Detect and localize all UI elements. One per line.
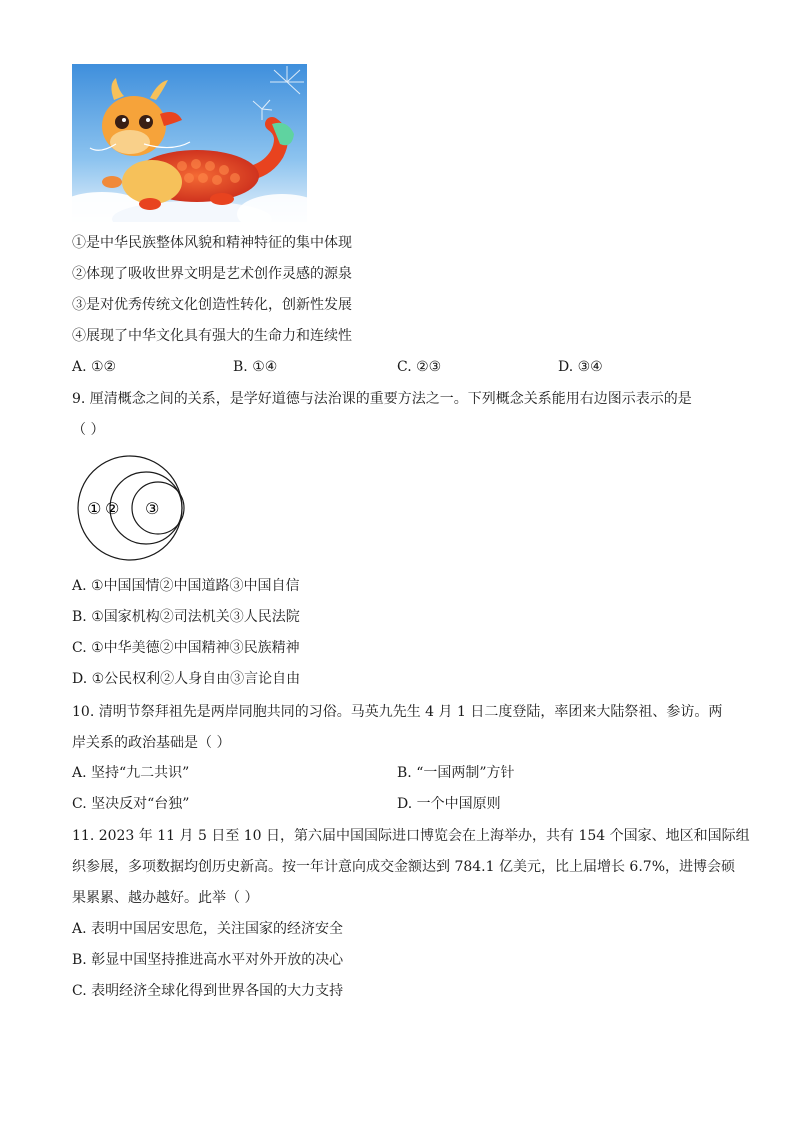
circle-label-3: ③ <box>145 499 160 518</box>
q8-option-b[interactable]: B. ①④ <box>233 359 278 375</box>
q10-option-c[interactable]: C. 坚决反对“台独” <box>72 796 190 812</box>
q8-statement-4: ④展现了中华文化具有强大的生命力和连续性 <box>72 328 352 344</box>
q8-option-d[interactable]: D. ③④ <box>558 359 603 375</box>
nested-circles-diagram <box>72 455 192 561</box>
q11-option-a[interactable]: A. 表明中国居安思危，关注国家的经济安全 <box>72 921 344 937</box>
q9-stem-line-2: （ ） <box>72 422 105 438</box>
q8-statement-1: ①是中华民族整体风貌和精神特征的集中体现 <box>72 235 352 251</box>
q11-stem-line-3: 果累累、越办越好。此举（ ） <box>72 890 259 906</box>
q8-statement-2: ②体现了吸收世界文明是艺术创作灵感的源泉 <box>72 266 352 282</box>
q10-option-a[interactable]: A. 坚持“九二共识” <box>72 765 190 781</box>
q9-stem-line-1: 9. 厘清概念之间的关系，是学好道德与法治课的重要方法之一。下列概念关系能用右边图示表示的是 <box>72 391 692 407</box>
dragon-image <box>72 64 307 222</box>
circle-label-1: ① <box>87 499 102 518</box>
q11-option-b[interactable]: B. 彰显中国坚持推进高水平对外开放的决心 <box>72 952 344 968</box>
q11-option-c[interactable]: C. 表明经济全球化得到世界各国的大力支持 <box>72 983 344 999</box>
q10-option-d[interactable]: D. 一个中国原则 <box>397 796 501 812</box>
q8-option-c[interactable]: C. ②③ <box>397 359 442 375</box>
q10-stem-line-1: 10. 清明节祭拜祖先是两岸同胞共同的习俗。马英九先生 4 月 1 日二度登陆，率团来大陆祭祖、参访。两 <box>72 704 723 720</box>
circle-label-2: ② <box>105 499 120 518</box>
q10-stem-line-2: 岸关系的政治基础是（ ） <box>72 735 231 751</box>
q11-stem-line-1: 11. 2023 年 11 月 5 日至 10 日，第六届中国国际进口博览会在上海举办，共有 154 个国家、地区和国际组 <box>72 828 750 844</box>
q9-option-b[interactable]: B. ①国家机构②司法机关③人民法院 <box>72 609 300 625</box>
q8-option-a[interactable]: A. ①② <box>72 359 117 375</box>
dragon-illustration <box>72 64 307 222</box>
q9-option-d[interactable]: D. ①公民权利②人身自由③言论自由 <box>72 671 301 687</box>
q8-statement-3: ③是对优秀传统文化创造性转化，创新性发展 <box>72 297 352 313</box>
q11-stem-line-2: 织参展，多项数据均创历史新高。按一年计意向成交金额达到 784.1 亿美元，比上届增长 6.7%，进博会硕 <box>72 859 735 875</box>
q10-option-b[interactable]: B. “一国两制”方针 <box>397 765 515 781</box>
q9-option-a[interactable]: A. ①中国国情②中国道路③中国自信 <box>72 578 300 594</box>
q9-option-c[interactable]: C. ①中华美德②中国精神③民族精神 <box>72 640 300 656</box>
